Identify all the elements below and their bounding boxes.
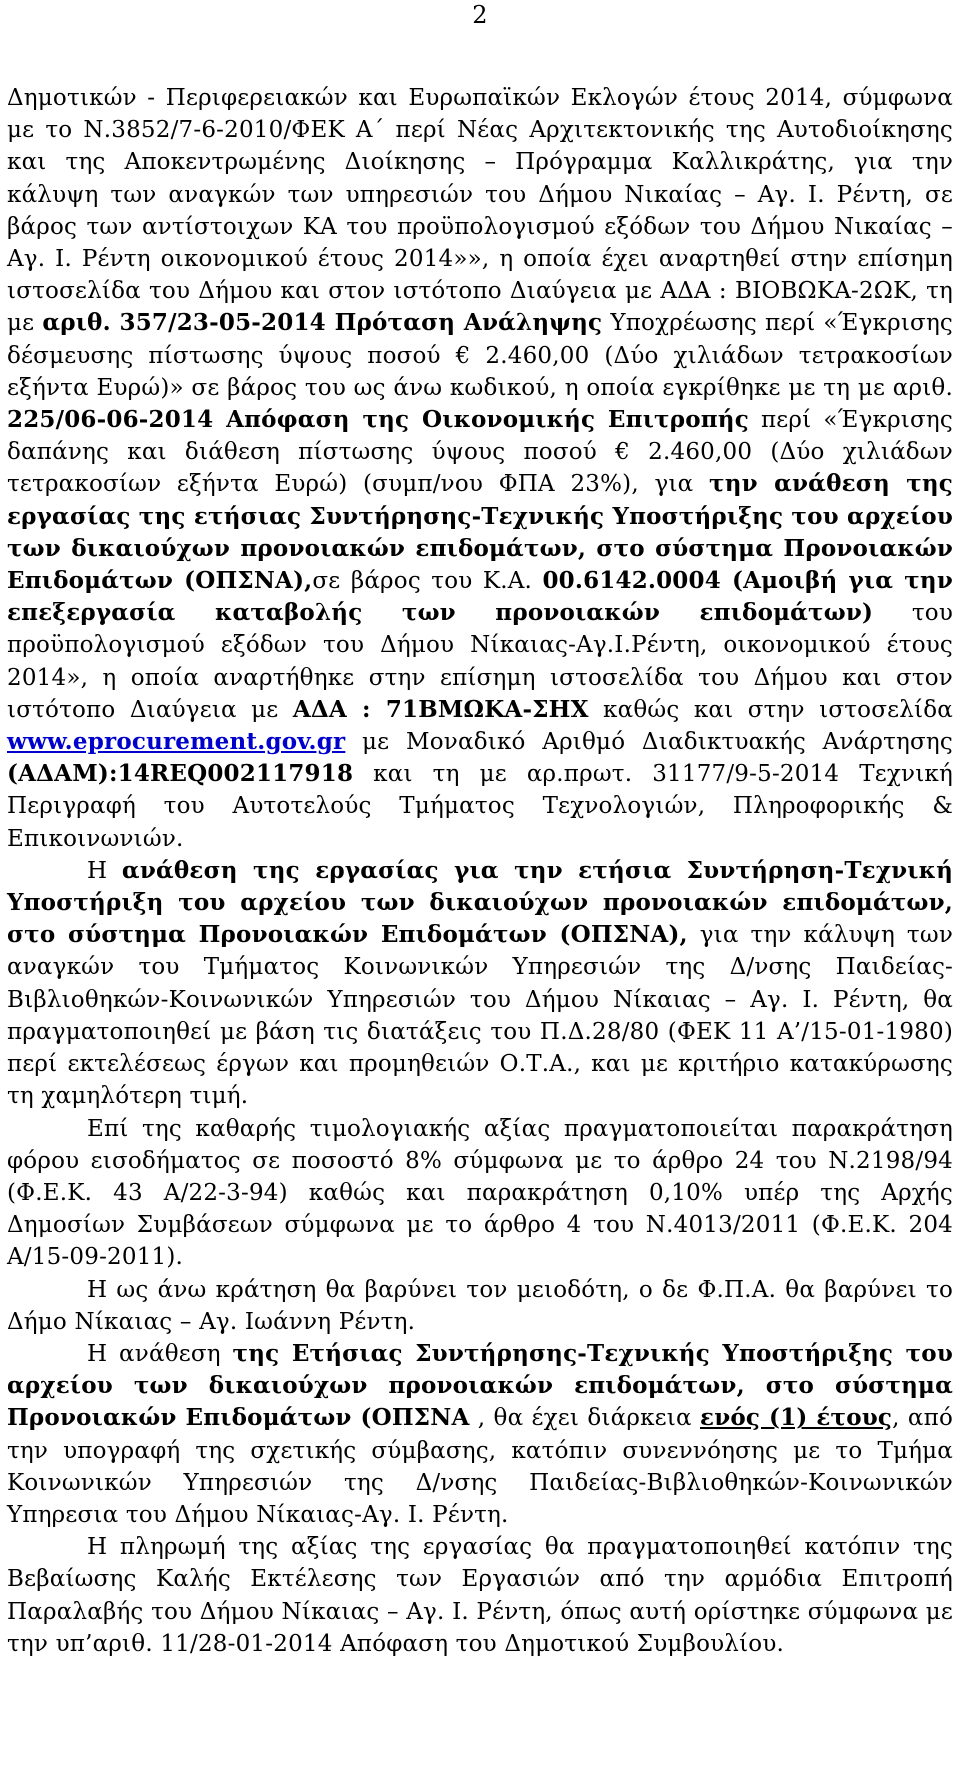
text-run: Η: [87, 857, 122, 884]
paragraph-5: [7, 1338, 953, 1531]
paragraph-2: [7, 855, 953, 1113]
document-body: [7, 82, 953, 1660]
text-run: του προϋπολογισμού εξόδων του Δήμου Νίκαιας-Αγ.Ι.Ρέντη, οικονομικού έτους 2014», η οποία αναρτήθηκε στην επίσημη ιστοσελίδα του Δήμου και στον ιστότοπο Διαύγεια με: [7, 600, 953, 723]
paragraph-6: [7, 1531, 953, 1660]
text-run: καθώς και στην ιστοσελίδα: [588, 696, 953, 723]
text-run: , από την υπογραφή της σχετικής σύμβασης, κατόπιν συνεννόησης με το Τμήμα Κοινωνικών Υπηρεσιών της Δ/νσης Παιδείας-Βιβλιοθηκών-Κοινωνικών Υπηρεσια του Δήμου Νίκαιας-Αγ. Ι. Ρέντη.: [7, 1405, 953, 1528]
text-run: Υποχρέωσης περί «Έγκρισης δέσμευσης πίστωσης ύψους ποσού € 2.460,00 (Δύο χιλιάδων τετρακοσίων εξήντα Ευρώ)» σε βάρος του ως άνω κωδικού, η οποία εγκρίθηκε με τη με αριθ.: [7, 310, 954, 401]
text-run: Η ως άνω κράτηση θα βαρύνει τον μειοδότη, ο δε Φ.Π.Α. θα βαρύνει το Δήμο Νίκαιας – Αγ. Ιωάννη Ρέντη.: [7, 1276, 953, 1335]
eprocurement-link[interactable]: www.eprocurement.gov.gr: [7, 728, 346, 756]
text-run: και τη με αρ.πρωτ. 31177/9-5-2014 Τεχνική Περιγραφή του Αυτοτελούς Τμήματος Τεχνολογιών, Πληροφορικής & Επικοινωνιών.: [7, 761, 953, 852]
text-run: περί «Έγκρισης δαπάνης και διάθεση πίστωσης ύψους ποσού € 2.460,00 (Δύο χιλιάδων τετρακοσίων εξήντα Ευρώ) (συμπ/νου ΦΠΑ 23%), για: [7, 407, 953, 498]
text-run: με Μοναδικό Αριθμό Διαδικτυακής Ανάρτησης: [345, 729, 953, 756]
emphasized-text: αριθ. 357/23-05-2014 Πρόταση Ανάληψης: [42, 309, 603, 337]
emphasized-text: ανάθεση της εργασίας για την ετήσια Συντήρηση-Τεχνική Υποστήριξη του αρχείου των δικαιούχων προνοιακών επιδομάτων, στο σύστημα Προνοιακών Επιδομάτων (ΟΠΣΝΑ),: [7, 856, 953, 949]
text-run: σε βάρος του Κ.Α.: [312, 568, 543, 595]
text-run: Δημοτικών - Περιφερειακών και Ευρωπαϊκών Εκλογών έτους 2014, σύμφωνα με το Ν.3852/7-6-2010/ΦΕΚ Α΄ περί Νέας Αρχιτεκτονικής της Αυτοδιοίκησης και της Αποκεντρωμένης Διοίκησης – Πρόγραμμα Καλλικράτης, για την κάλυψη των αναγκών των υπηρεσιών του Δήμου Νικαίας – Αγ. Ι. Ρέντη, σε βάρος των αντίστοιχων ΚΑ του προϋπολογισμού εξόδων του Δήμου Νικαίας – Αγ. Ι. Ρέντη οικονομικού έτους 2014»», η οποία έχει αναρτηθεί στην επίσημη ιστοσελίδα του Δήμου και στον ιστότοπο Διαύγεια με ΑΔΑ : ΒΙΟΒΩΚΑ-2ΩΚ, τη με: [7, 85, 953, 337]
text-run: Η πληρωμή της αξίας της εργασίας θα πραγματοποιηθεί κατόπιν της Βεβαίωσης Καλής Εκτέλεσης των Εργασιών από την αρμόδια Επιτροπή Παραλαβής του Δήμου Νίκαιας – Αγ. Ι. Ρέντη, όπως αυτή ορίστηκε σύμφωνα με την υπ’αριθ. 11/28-01-2014 Απόφαση του Δημοτικού Συμβουλίου.: [7, 1534, 953, 1657]
text-run: Η ανάθεση: [87, 1340, 233, 1367]
text-run: για την κάλυψη των αναγκών του Τμήματος Κοινωνικών Υπηρεσιών της Δ/νσης Παιδείας-Βιβλιοθηκών-Κοινωνικών Υπηρεσιών του Δήμου Νίκαιας – Αγ. Ι. Ρέντη, θα πραγματοποιηθεί με βάση τις διατάξεις του Π.Δ.28/80 (ΦΕΚ 11 Α’/15-01-1980) περί εκτελέσεως έργων και προμηθειών Ο.Τ.Α., και με κριτήριο κατακύρωσης τη χαμηλότερη τιμή.: [7, 922, 953, 1110]
emphasized-text: 225/06-06-2014 Απόφαση της Οικονομικής Επιτροπής: [7, 406, 749, 434]
emphasized-text: την ανάθεση της εργασίας της ετήσιας Συντήρησης-Τεχνικής Υποστήριξης του αρχείου των δικαιούχων προνοιακών επιδομάτων, στο σύστημα Προνοιακών Επιδομάτων (ΟΠΣΝΑ),: [7, 470, 954, 595]
emphasized-text: ΑΔΑ : 71ΒΜΩΚΑ-ΣΗΧ: [292, 695, 589, 723]
paragraph-1: [7, 82, 953, 855]
emphasized-text: 00.6142.0004 (Αμοιβή για την επεξεργασία καταβολής των προνοιακών επιδομάτων): [7, 567, 953, 627]
paragraph-3: [7, 1113, 953, 1274]
paragraph-4: [7, 1274, 953, 1338]
text-run: , θα έχει διάρκεια: [469, 1405, 701, 1432]
emphasized-text: (ΑΔΑΜ):14REQ002117918: [7, 760, 354, 788]
emphasized-text: ενός (1) έτους: [700, 1404, 893, 1432]
emphasized-text: της Ετήσιας Συντήρησης-Τεχνικής Υποστήριξης του αρχείου των δικαιούχων προνοιακών επιδομάτων, στο σύστημα Προνοιακών Επιδομάτων (ΟΠΣΝΑ: [7, 1339, 953, 1432]
text-run: Επί της καθαρής τιμολογιακής αξίας πραγματοποιείται παρακράτηση φόρου εισοδήματος σε ποσοστό 8% σύμφωνα με το άρθρο 24 του Ν.2198/94 (Φ.Ε.Κ. 43 Α/22-3-94) καθώς και παρακράτηση 0,10% υπέρ της Αρχής Δημοσίων Συμβάσεων σύμφωνα με το άρθρο 4 του Ν.4013/2011 (Φ.Ε.Κ. 204 Α/15-09-2011).: [7, 1115, 953, 1271]
page-number: 2: [472, 1, 488, 29]
